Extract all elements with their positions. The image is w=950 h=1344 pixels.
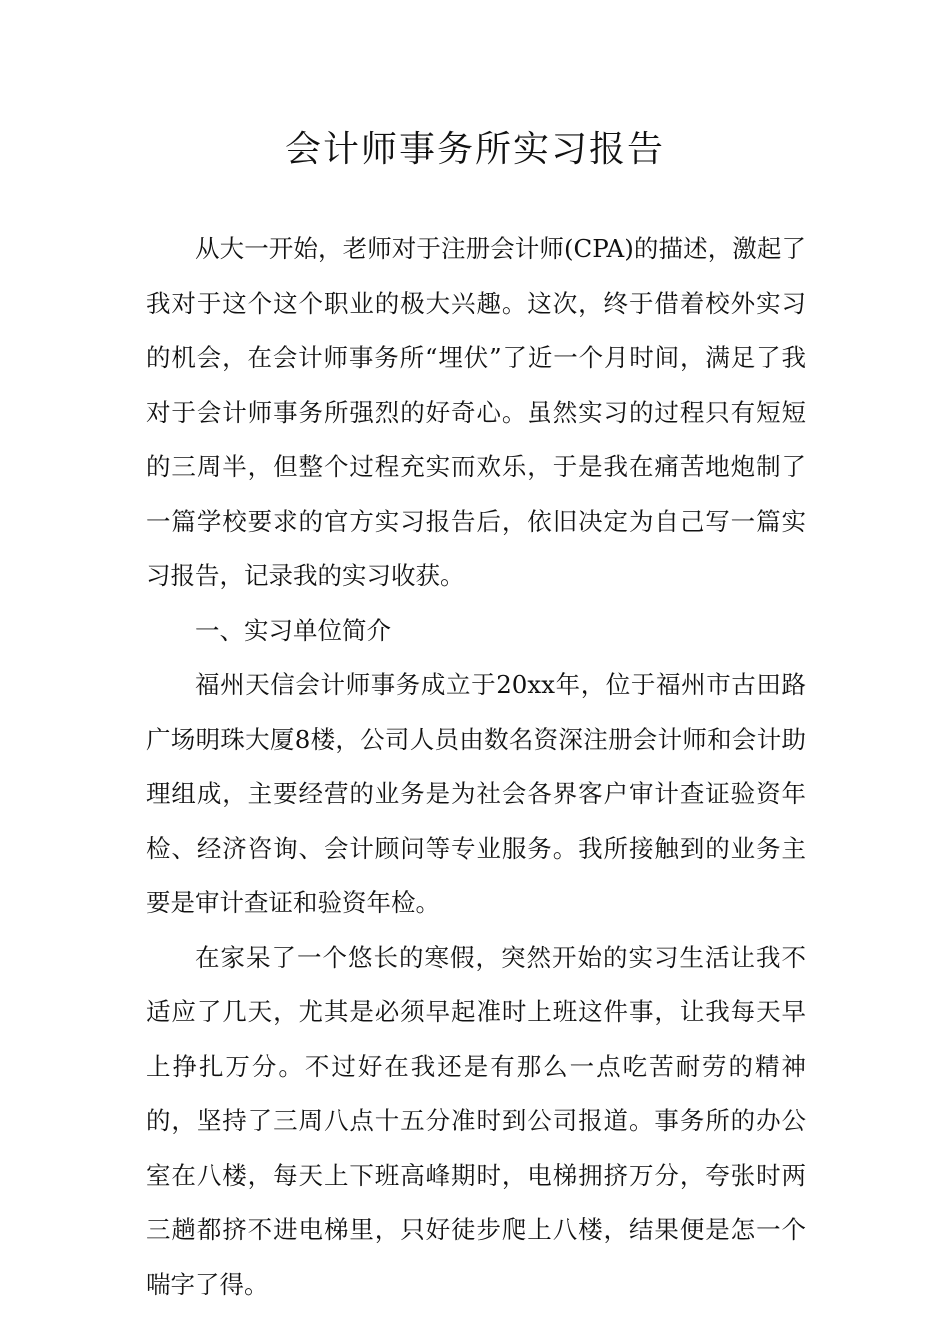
experience-paragraph: 在家呆了一个悠长的寒假，突然开始的实习生活让我不适应了几天，尤其是必须早起准时上班这件事，让我每天早上挣扎万分。不过好在我还是有那么一点吃苦耐劳的精神的，坚持了三周八点十五分准时到公司报道。事务所的办公室在八楼，每天上下班高峰期时，电梯拥挤万分，夸张时两三趟都挤不进电梯里，只好徒步爬上八楼，结果便是怎一个喘字了得。 [146,942,806,1299]
intro-paragraph: 从大一开始，老师对于注册会计师(CPA)的描述，激起了我对于这个这个职业的极大兴趣。这次，终于借着校外实习的机会，在会计师事务所“埋伏”了近一个月时间，满足了我对于会计师事务所强烈的好奇心。虽然实习的过程只有短短的三周半，但整个过程充实而欢乐，于是我在痛苦地炮制了一篇学校要求的官方实习报告后，依旧决定为自己写一篇实习报告，记录我的实习收获。 [146,234,806,590]
document-title: 会计师事务所实习报告 [284,129,665,170]
company-intro-paragraph: 福州天信会计师事务成立于20xx年，位于福州市古田路广场明珠大厦8楼，公司人员由数名资深注册会计师和会计助理组成，主要经营的业务是为社会各界客户审计查证验资年检、经济咨询、会计顾问等专业服务。我所接触到的业务主要是审计查证和验资年检。 [146,670,806,917]
document-body [146,222,806,1312]
section-heading: 一、实习单位简介 [195,615,391,645]
